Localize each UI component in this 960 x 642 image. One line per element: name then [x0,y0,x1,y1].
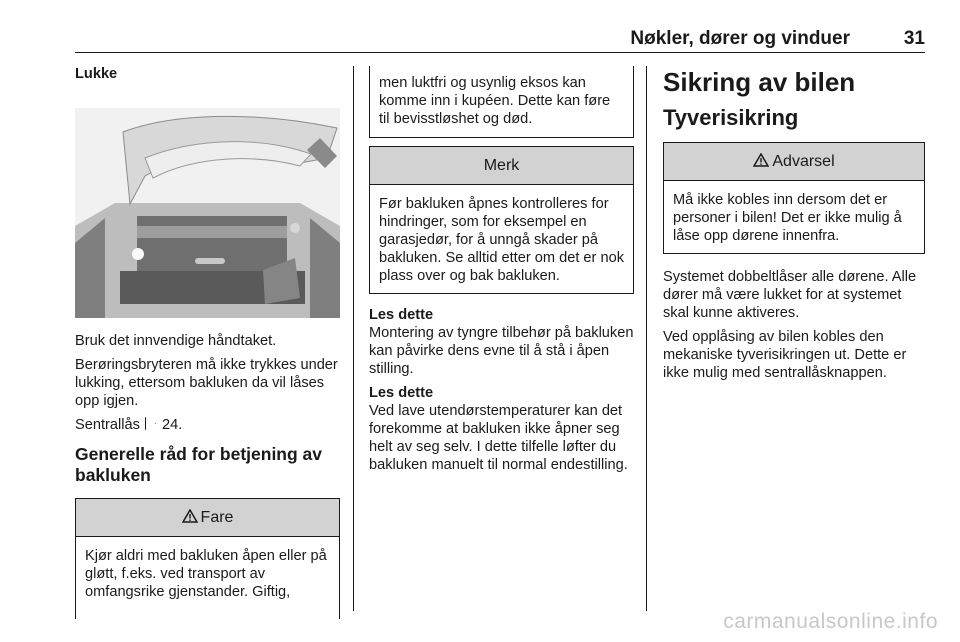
read-this-1-label: Les dette [369,307,434,323]
section-heading-close: Lukke [75,66,118,82]
read-this-2 [369,384,634,474]
column-right [663,66,925,388]
warning-body: Må ikke kobles inn dersom det er personer i bilen! Det er ikke mulig å låse opp dørene innenfra. [673,192,902,244]
column-left [75,66,340,619]
read-this-1-body: Montering av tyngre tilbehør på bakluken kan påvirke dens evne til å stå i åpen stilling. [369,325,634,377]
header-title: Nøkler, dører og vinduer [630,28,850,49]
warning-title: Advarsel [772,153,835,170]
paragraph-central-lock [75,416,340,434]
tailgate-photo [75,108,340,318]
danger-box [75,498,340,619]
danger-body: Kjør aldri med bakluken åpen eller på gløtt, f.eks. ved transport av omfangsrike gjenstander. Giftig, [85,548,327,600]
danger-box-continued: men luktfri og usynlig eksos kan komme inn i kupéen. Dette kan føre til bevisstløshet og død. [369,66,634,138]
watermark: carmanualsonline.info [723,610,938,633]
column-middle [369,66,634,480]
note-box-header: Merk [370,147,633,185]
danger-title: Fare [200,509,234,526]
read-this-2-label: Les dette [369,385,434,401]
subheading-anti-theft: Tyverisikring [663,105,799,130]
central-lock-page-ref[interactable]: 24. [162,417,183,433]
section-heading-securing: Sikring av bilen [663,67,856,97]
paragraph-touch-switch: Berøringsbryteren må ikke trykkes under lukking, ettersom bakluken da vil låses opp igjen. [75,357,338,409]
page-number: 31 [903,28,925,49]
page-header [75,28,925,53]
warning-box [663,142,925,254]
paragraph-unlocking: Ved opplåsing av bilen kobles den mekaniske tyverisikringen ut. Dette er ikke mulig med sentrallåsknappen. [663,329,907,381]
note-body: Før bakluken åpnes kontrolleres for hindringer, som for eksempel en garasjedør, for å unngå skader på bakluken. Se alltid etter om det er nok plass over og bak bakluken. [379,196,624,284]
note-box [369,146,634,294]
danger-box-header [76,499,339,537]
page-ref-arrow-icon [145,417,156,430]
paragraph-double-lock: Systemet dobbeltlåser alle dørene. Alle dører må være lukket for at systemet skal kunne aktiveres. [663,269,917,321]
read-this-2-body: Ved lave utendørstemperaturer kan det forekomme at bakluken ikke åpner seg helt av seg selv. I dette tilfelle løfter du bakluken manuelt til normal endestilling. [369,403,628,473]
paragraph-handle: Bruk det innvendige håndtaket. [75,333,277,349]
subheading-general-advice: Generelle råd for betjening av bakluken [75,444,323,485]
read-this-1 [369,306,634,378]
warning-triangle-icon [182,509,198,523]
column-divider-left [353,66,354,611]
warning-box-header [664,143,924,181]
column-divider-right [646,66,647,611]
warning-triangle-icon [753,153,769,167]
central-lock-text: Sentrallås [75,417,140,433]
